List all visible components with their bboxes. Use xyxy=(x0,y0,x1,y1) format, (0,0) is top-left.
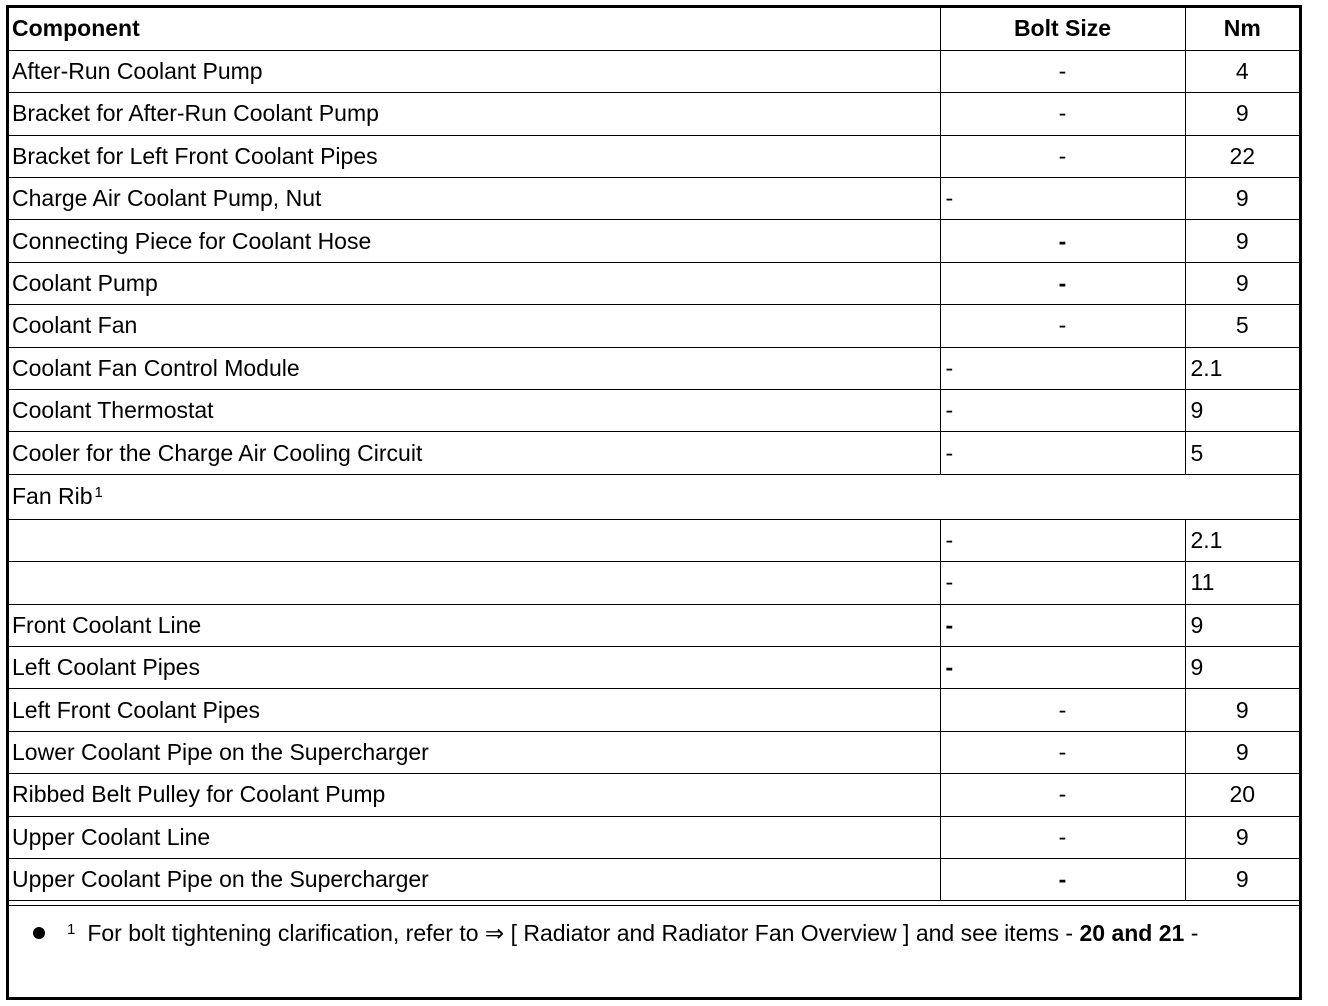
fan-rib-label: Fan Rib xyxy=(12,483,93,510)
component-cell: Ribbed Belt Pulley for Coolant Pump xyxy=(9,774,940,816)
bolt-size-cell: - xyxy=(940,774,1185,816)
nm-cell: 9 xyxy=(1185,689,1299,731)
bolt-size-cell: - xyxy=(940,178,1185,220)
table-row xyxy=(9,305,1299,347)
bolt-size-cell: - xyxy=(940,93,1185,135)
nm-cell: 9 xyxy=(1185,731,1299,773)
nm-cell: 20 xyxy=(1185,774,1299,816)
component-cell: Upper Coolant Pipe on the Supercharger xyxy=(9,858,940,900)
component-cell: Lower Coolant Pipe on the Supercharger xyxy=(9,731,940,773)
table-row xyxy=(9,262,1299,304)
bullet-icon xyxy=(33,927,45,939)
component-cell-fan-rib xyxy=(9,474,1299,519)
table-header-row xyxy=(9,8,1299,50)
nm-cell: 9 xyxy=(1185,390,1299,432)
bolt-size-cell: - xyxy=(940,604,1185,646)
nm-cell: 22 xyxy=(1185,135,1299,177)
footnote-tail: - xyxy=(1184,920,1199,946)
component-cell: Connecting Piece for Coolant Hose xyxy=(9,220,940,262)
nm-cell: 2.1 xyxy=(1185,347,1299,389)
footnote-marker: 1 xyxy=(67,921,76,938)
footnote-ref-marker: 1 xyxy=(94,484,103,502)
header-bolt-size: Bolt Size xyxy=(940,8,1185,50)
bolt-size-cell: - xyxy=(940,562,1185,604)
table-row xyxy=(9,689,1299,731)
nm-cell: 9 xyxy=(1185,220,1299,262)
table-row xyxy=(9,220,1299,262)
table-row xyxy=(9,519,1299,561)
component-cell: After-Run Coolant Pump xyxy=(9,50,940,92)
table-row xyxy=(9,93,1299,135)
nm-cell: 9 xyxy=(1185,262,1299,304)
table-row xyxy=(9,178,1299,220)
torque-spec-table-frame xyxy=(6,5,1302,1000)
component-cell: Front Coolant Line xyxy=(9,604,940,646)
component-cell: Coolant Pump xyxy=(9,262,940,304)
bolt-size-cell: - xyxy=(940,731,1185,773)
nm-cell: 2.1 xyxy=(1185,519,1299,561)
bolt-size-cell: - xyxy=(940,432,1185,474)
header-component: Component xyxy=(9,8,940,50)
header-nm: Nm xyxy=(1185,8,1299,50)
component-cell: Bracket for After-Run Coolant Pump xyxy=(9,93,940,135)
table-row xyxy=(9,731,1299,773)
component-cell xyxy=(9,519,940,561)
nm-cell: 11 xyxy=(1185,562,1299,604)
component-cell: Charge Air Coolant Pump, Nut xyxy=(9,178,940,220)
bolt-size-cell: - xyxy=(940,262,1185,304)
component-cell: Upper Coolant Line xyxy=(9,816,940,858)
nm-cell: 4 xyxy=(1185,50,1299,92)
bolt-size-cell: - xyxy=(940,646,1185,688)
nm-cell: 5 xyxy=(1185,432,1299,474)
nm-cell: 9 xyxy=(1185,646,1299,688)
bolt-size-cell: - xyxy=(940,347,1185,389)
table-row xyxy=(9,858,1299,900)
table-row xyxy=(9,816,1299,858)
bolt-size-cell: - xyxy=(940,519,1185,561)
torque-spec-table xyxy=(9,8,1299,901)
table-row xyxy=(9,432,1299,474)
component-cell: Left Coolant Pipes xyxy=(9,646,940,688)
bolt-size-cell: - xyxy=(940,816,1185,858)
component-cell: Bracket for Left Front Coolant Pipes xyxy=(9,135,940,177)
component-cell: Cooler for the Charge Air Cooling Circuit xyxy=(9,432,940,474)
bolt-size-cell: - xyxy=(940,390,1185,432)
bolt-size-cell: - xyxy=(940,135,1185,177)
bolt-size-cell: - xyxy=(940,50,1185,92)
bolt-size-cell: - xyxy=(940,689,1185,731)
bolt-size-cell: - xyxy=(940,305,1185,347)
nm-cell: 9 xyxy=(1185,604,1299,646)
component-cell xyxy=(9,562,940,604)
footnote-section xyxy=(9,905,1299,998)
fan-rib-group-row xyxy=(9,474,1299,519)
table-row xyxy=(9,347,1299,389)
table-row xyxy=(9,390,1299,432)
footnote-text xyxy=(65,920,1198,947)
nm-cell: 9 xyxy=(1185,816,1299,858)
nm-cell: 9 xyxy=(1185,178,1299,220)
nm-cell: 9 xyxy=(1185,93,1299,135)
table-row xyxy=(9,50,1299,92)
nm-cell: 5 xyxy=(1185,305,1299,347)
component-cell: Coolant Fan Control Module xyxy=(9,347,940,389)
table-row xyxy=(9,646,1299,688)
table-row xyxy=(9,562,1299,604)
nm-cell: 9 xyxy=(1185,858,1299,900)
bolt-size-cell: - xyxy=(940,220,1185,262)
bolt-size-cell: - xyxy=(940,858,1185,900)
table-row xyxy=(9,774,1299,816)
footnote-item-reference: 20 and 21 xyxy=(1079,920,1185,946)
table-row xyxy=(9,135,1299,177)
component-cell: Left Front Coolant Pipes xyxy=(9,689,940,731)
table-row xyxy=(9,604,1299,646)
component-cell: Coolant Fan xyxy=(9,305,940,347)
component-cell: Coolant Thermostat xyxy=(9,390,940,432)
footnote-body: For bolt tightening clarification, refer to ⇒ [ Radiator and Radiator Fan Overview ] and see items - xyxy=(87,920,1080,946)
